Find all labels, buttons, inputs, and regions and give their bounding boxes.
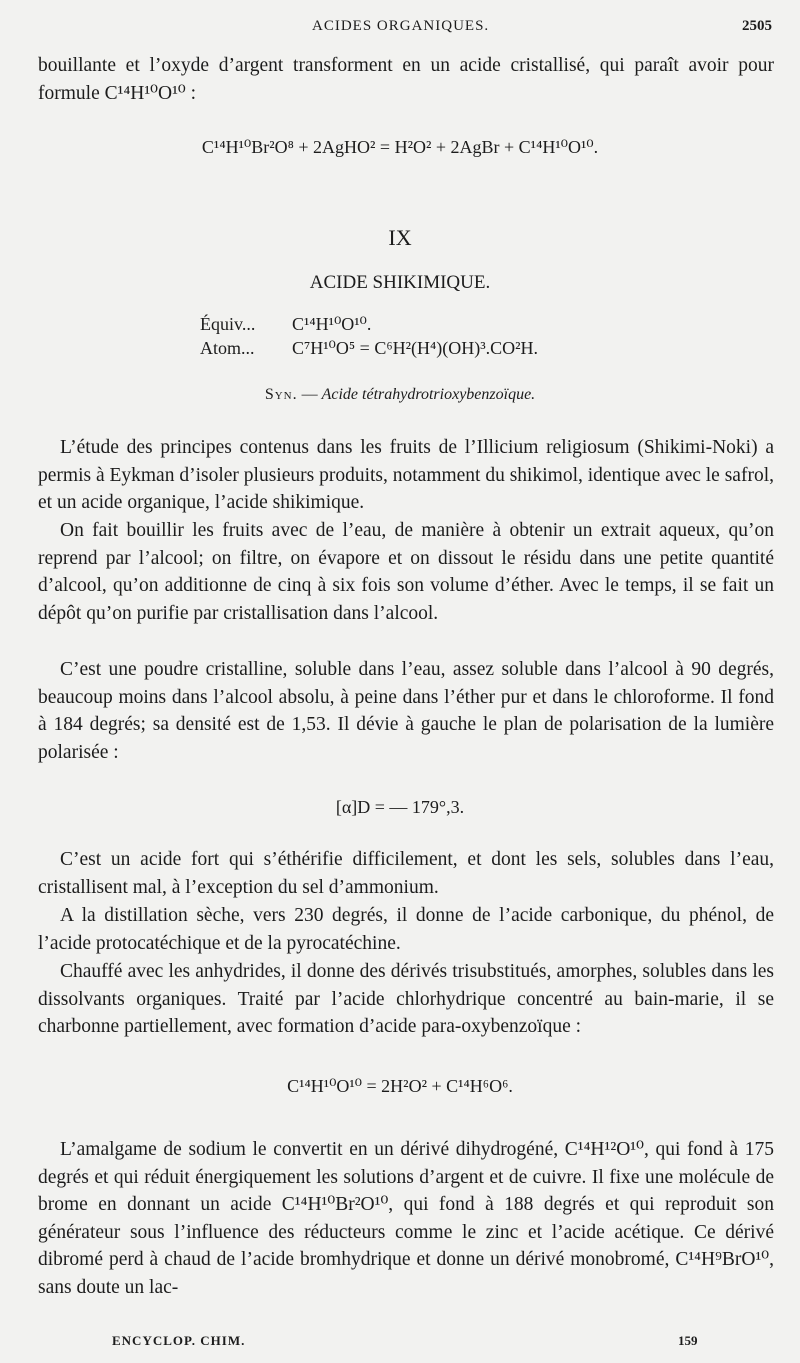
page-number: 2505 <box>742 18 772 34</box>
footer-right: 159 <box>678 1333 698 1348</box>
section-number: IX <box>388 225 412 250</box>
running-header <box>0 18 800 42</box>
atom-formula: C⁷H¹⁰O⁵ = C⁶H²(H⁴)(OH)³.CO²H. <box>292 338 539 358</box>
equiv-formula: C¹⁴H¹⁰O¹⁰. <box>292 314 372 334</box>
paragraph-5: C’est un acide fort qui s’éthérifie difficilement, et dont les sels, solubles dans l’eau, cristallisent mal, à l’exception du sel d’ammonium. <box>38 849 774 898</box>
paragraph-1: bouillante et l’oxyde d’argent transforment en un acide cristallisé, qui paraît avoir pour formule C¹⁴H¹⁰O¹⁰ : <box>38 55 774 104</box>
paragraph-8: L’amalgame de sodium le convertit en un dérivé dihydrogéné, C¹⁴H¹²O¹⁰, qui fond à 175 degrés et qui réduit énergiquement les solutions d’argent et de cuivre. Il fixe une molécule de brome en donnant un acide C¹⁴H¹⁰Br²O¹⁰, qui fond à 188 degrés et qui reproduit son générateur sous l’influence des réducteurs comme le zinc et l’acide acétique. Ce dérivé dibromé perd à chaud de l’acide bromhydrique et donne un dérivé monobromé, C¹⁴H⁹BrO¹⁰, sans doute un lac- <box>38 1139 774 1298</box>
equiv-label: Équiv... <box>200 314 256 334</box>
atom-label: Atom... <box>200 338 255 358</box>
synonym-label: Syn. <box>264 386 298 403</box>
page-footer <box>0 1333 800 1353</box>
equation-3: C¹⁴H¹⁰O¹⁰ = 2H²O² + C¹⁴H⁶O⁶. <box>287 1076 513 1096</box>
paragraph-4: C’est une poudre cristalline, soluble dans l’eau, assez soluble dans l’alcool à 90 degrés, beaucoup moins dans l’alcool absolu, à peine dans l’éther pur et dans le chloroforme. Il fond à 184 degrés; sa densité est de 1,53. Il dévie à gauche le plan de polarisation de la lumière polarisée : <box>38 659 774 763</box>
synonym-text: Acide tétrahydrotrioxybenzoïque. <box>321 386 536 403</box>
paragraph-3: On fait bouillir les fruits avec de l’eau, de manière à obtenir un extrait aqueux, qu’on reprend par l’alcool; on filtre, on évapore et on dissout le résidu dans une petite quantité d’alcool, qu’on additionne de cinq à six fois son volume d’éther. Avec le temps, il se fait un dépôt qu’on purifie par cristallisation dans l’alcool. <box>38 520 774 624</box>
formula-block <box>200 312 538 360</box>
footer-left: ENCYCLOP. CHIM. <box>112 1333 246 1348</box>
synonym-line <box>0 386 800 404</box>
equation-2: [α]D = — 179°,3. <box>335 797 465 817</box>
paragraph-7: Chauffé avec les anhydrides, il donne des dérivés trisubstitués, amorphes, solubles dans les dissolvants organiques. Traité par l’acide chlorhydrique concentré au bain-marie, il se charbonne partiellement, avec formation d’acide para-oxybenzoïque : <box>38 961 774 1037</box>
equation-1: C¹⁴H¹⁰Br²O⁸ + 2AgHO² = H²O² + 2AgBr + C¹⁴H¹⁰O¹⁰. <box>201 137 599 157</box>
section-title: ACIDE SHIKIMIQUE. <box>309 272 491 293</box>
paragraph-2: L’étude des principes contenus dans les fruits de l’Illicium religiosum (Shikimi-Noki) a permis à Eykman d’isoler plusieurs produits, notamment du shikimol, identique avec le safrol, et un acide organique, l’acide shikimique. <box>38 437 774 513</box>
running-title: ACIDES ORGANIQUES. <box>312 18 490 34</box>
paragraph-6: A la distillation sèche, vers 230 degrés, il donne de l’acide carbonique, du phénol, de l’acide protocatéchique et de la pyrocatéchine. <box>38 905 774 954</box>
synonym-dash: — <box>297 386 322 403</box>
